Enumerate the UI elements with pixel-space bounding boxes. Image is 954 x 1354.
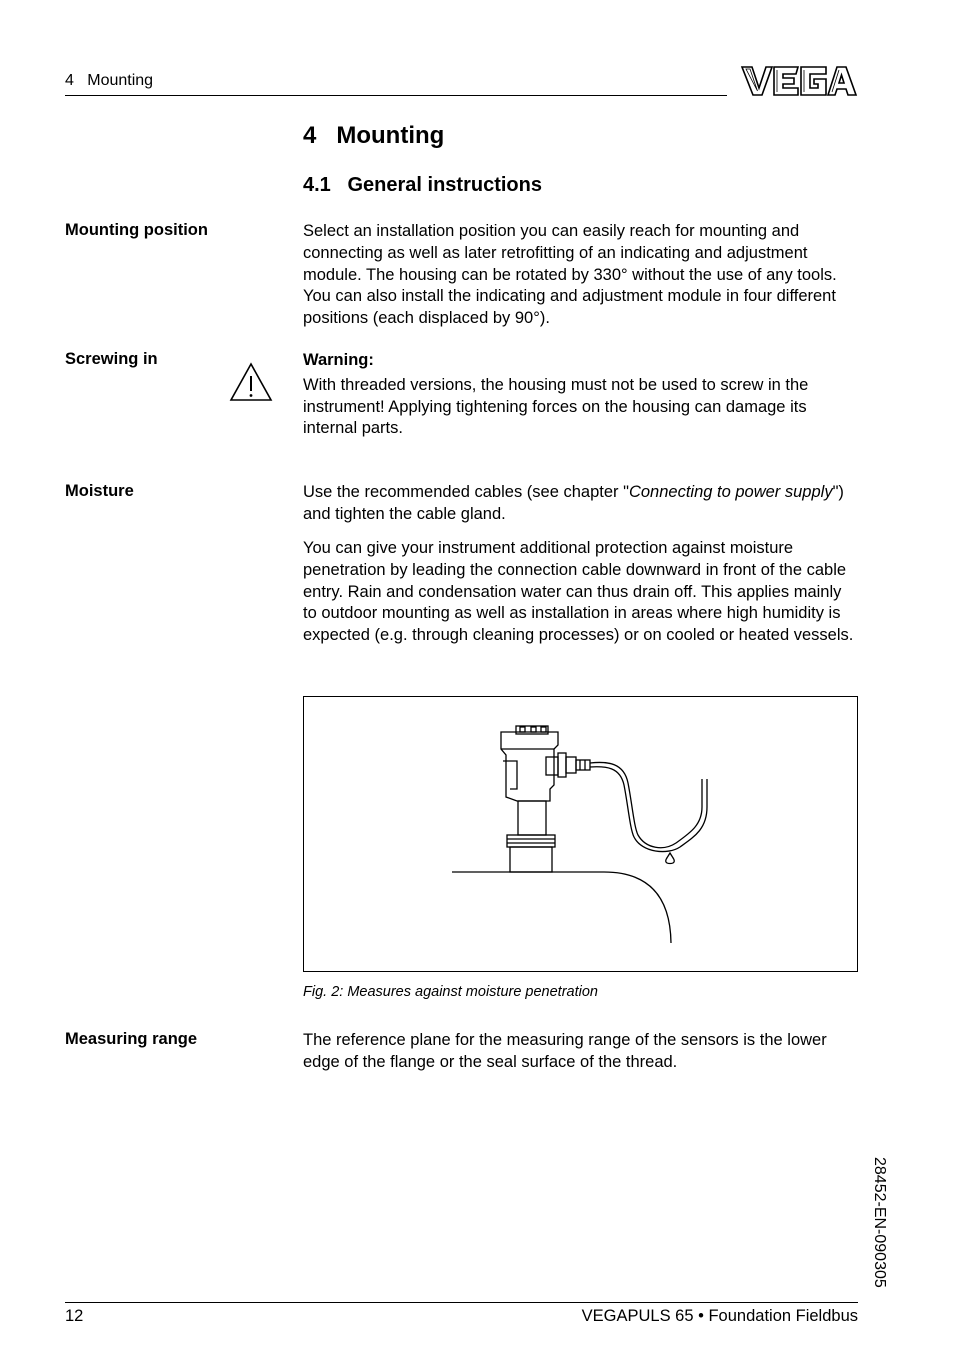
moisture-paragraph-2: You can give your instrument additional protection against moisture penetration by leading the connection cable downward in front of the cable entry. Rain and condensation water can thus drain off. This applies mainly to outdoor mounting as well as installation in areas where high humidity is expected (e.g. through cleaning processes) or on cooled or heated vessels. <box>303 539 854 645</box>
moisture-p1-before: Use the recommended cables (see chapter " <box>303 483 629 501</box>
warning-triangle-icon <box>229 362 273 402</box>
footer-title: VEGAPULS 65 • Foundation Fieldbus <box>581 1307 858 1325</box>
chapter-title: 4 Mounting <box>303 122 445 149</box>
moisture-p1-after: ") and tighten the cable gland. <box>303 483 844 523</box>
section-title: 4.1 General instructions <box>303 174 542 196</box>
moisture-protection-illustration <box>304 697 857 971</box>
figure-caption: Fig. 2: Measures against moisture penetration <box>303 984 598 1000</box>
mounting-position-text: Select an installation position you can easily reach for mounting and connecting as well as later retrofitting of an indicating and adjustment module. The housing can be rotated by 330° without the use of any tools. You can also install the indicating and adjustment module in four different positions (each displaced by 90°). <box>303 222 837 328</box>
chapter-reference: Connecting to power supply <box>628 483 833 501</box>
page-number: 12 <box>65 1307 84 1325</box>
measuring-range-label: Measuring range <box>65 1030 198 1048</box>
figure-frame <box>303 696 858 972</box>
vega-logo <box>740 64 858 98</box>
moisture-label: Moisture <box>65 482 134 500</box>
footer-divider <box>65 1302 858 1303</box>
warning-text: With threaded versions, the housing must not be used to screw in the instrument! Applying tightening forces on the housing can damage its internal parts. <box>303 375 809 438</box>
screwing-in-label: Screwing in <box>65 350 158 368</box>
document-number: 28452-EN-090305 <box>871 1157 888 1288</box>
moisture-paragraph-1 <box>303 482 859 526</box>
warning-block <box>303 350 859 440</box>
mounting-position-label: Mounting position <box>65 221 208 239</box>
header-divider <box>65 95 727 96</box>
running-header: 4 Mounting <box>65 72 154 89</box>
measuring-range-text: The reference plane for the measuring range of the sensors is the lower edge of the flange or the seal surface of the thread. <box>303 1031 827 1071</box>
warning-title: Warning: <box>303 351 374 369</box>
